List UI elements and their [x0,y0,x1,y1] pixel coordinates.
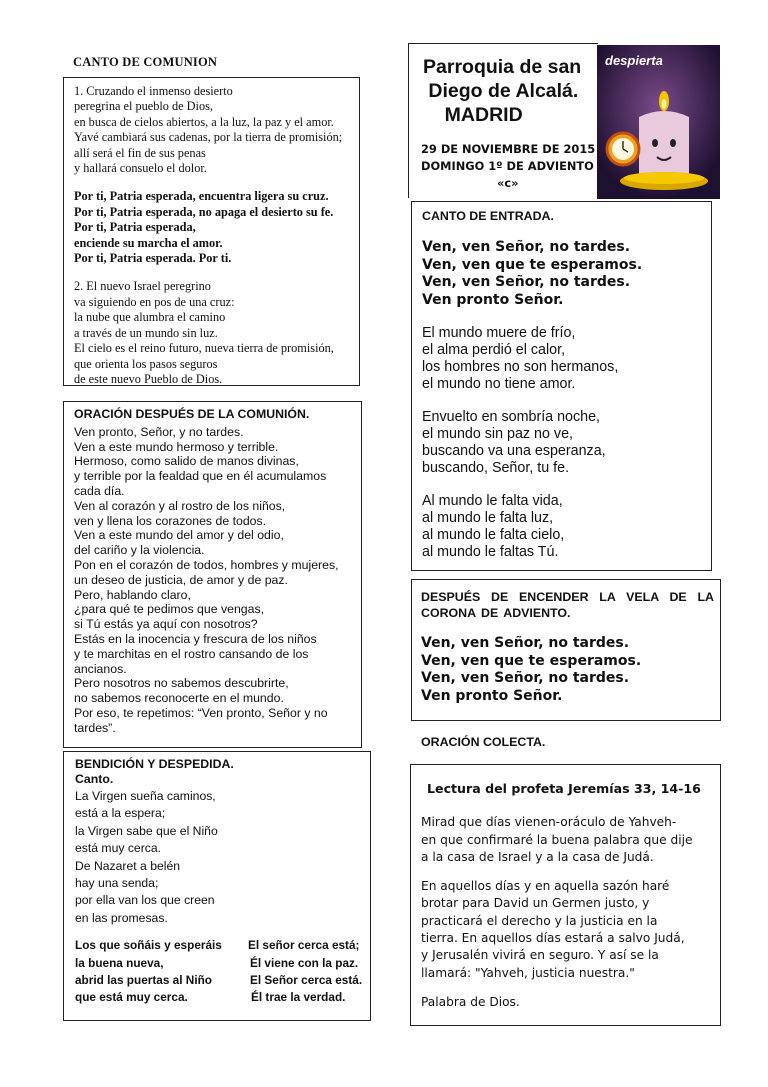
text-line: Por ti, Patria esperada. Por ti. [74,251,232,266]
parish-title-line: MADRID [423,104,523,126]
lectura-title: Lectura del profeta Jeremías 33, 14-16 [427,781,701,796]
text-line: Ven, ven que te esperamos. [421,652,642,669]
text-line: Ven, ven Señor, no tardes. [422,274,631,290]
bendicion-chorus-left [75,937,222,1007]
text-line: que está muy cerca. [75,990,188,1005]
text-line: la nube que alumbra el camino [74,310,226,325]
text-line: y Jerusalén vivirá en seguro. Y así se la [421,948,659,963]
text-line: Ven a este mundo hermoso y terrible. [74,439,279,454]
vela-chorus [421,635,714,705]
candle-eye-left [652,139,658,147]
text-line: buscando, Señor, tu fe. [422,460,570,476]
colecta-title: ORACIÓN COLECTA. [421,735,546,749]
text-line: al mundo le faltas Tú. [422,544,559,560]
text-line: y terrible por la fealdad que en él acumulamos [74,469,327,484]
candle-body [639,111,689,180]
text-line: al mundo le falta cielo, [422,527,565,543]
text-line: Él trae la verdad. [251,990,346,1005]
vela-box [411,579,721,721]
text-line: buscando va una esperanza, [422,443,606,459]
text-line: a la casa de Israel y a la casa de Judá. [421,849,654,864]
text-line: Envuelto en sombría noche, [422,409,601,425]
text-line: Hermoso, como salido de manos divinas, [74,454,299,469]
cycle-text: «c» [497,176,519,190]
text-line: Al mundo le falta vida, [422,493,563,509]
entrada-box [411,201,712,571]
entrada-stanza-1 [422,325,642,393]
lectura-box [410,764,721,1026]
entrada-stanza-3 [422,493,642,561]
text-line: el mundo no tiene amor. [422,376,576,392]
text-line: peregrina el pueblo de Dios, [74,99,213,114]
bendicion-verse [75,788,234,927]
text-line: En aquellos días y en aquella sazón haré [421,879,670,894]
lectura-paragraph-2 [421,878,701,982]
text-line: Ven pronto Señor. [422,291,564,308]
text-line: de este nuevo Pueblo de Dios. [74,371,223,386]
text-line: cada día. [74,483,125,498]
text-line: no sabemos reconocerte en el mundo. [74,691,284,706]
text-line: y te marchitas en el rostro cansando de los [74,646,309,661]
text-line: y hallará consuelo el dolor. [74,161,207,176]
text-line: Estás en la inocencia y frescura de los niños [74,631,317,646]
text-line: Mirad que días vienen-oráculo de Yahveh- [421,815,677,830]
text-line: brotar para David un Germen justo, y [421,896,650,911]
text-line: Por ti, Patria esperada, no apaga el desierto su fe. [74,204,334,219]
text-line: Él viene con la paz. [250,955,359,970]
entrada-title: CANTO DE ENTRADA. [422,209,554,223]
comunion-title: CANTO DE COMUNION [73,55,218,69]
text-line: la Virgen sabe que el Niño [75,823,218,838]
text-line: en que confirmaré la buena palabra que dije [421,832,693,847]
text-line: al mundo le falta luz, [422,510,554,526]
text-line: del cariño y la violencia. [74,543,205,558]
text-line: Por ti, Patria esperada, encuentra ligera su cruz. [74,189,329,204]
text-line: Ven pronto, Señor, y no tardes. [74,424,244,439]
candle-holder-top [624,172,704,184]
text-line: está a la espera; [75,806,166,821]
text-line: un deseo de justicia, de amor y de paz. [74,572,288,587]
text-line: Ven, ven que te esperamos. [422,256,643,273]
text-line: Ven, ven Señor, no tardes. [421,670,630,686]
comunion-verse-1 [74,84,342,176]
text-line: Pero nosotros no sabemos descubrirte, [74,676,289,691]
text-line: Yavé cambiará sus cadenas, por la tierra de promisión; [74,130,343,145]
text-line: en las promesas. [75,910,168,925]
text-line: Los que soñáis y esperáis [75,938,222,953]
text-line: ancianos. [74,661,127,676]
text-line: Por eso, te repetimos: “Ven pronto, Señor y no [74,705,328,720]
text-line: abrid las puertas al Niño [75,973,213,988]
text-line: ¿para qué te pedimos que vengas, [74,602,265,617]
text-line: la buena nueva, [75,955,164,970]
text-line: tardes”. [74,720,116,735]
entrada-chorus [422,239,642,309]
bendicion-title: BENDICIÓN Y DESPEDIDA. [75,757,234,771]
entrada-stanza-2 [422,409,642,477]
candle-illustration [597,45,720,199]
text-line: El cielo es el reino futuro, nueva tierra de promisión, [74,341,334,356]
bendicion-box [63,751,371,1021]
text-line: 2. El nuevo Israel peregrino [74,279,211,294]
text-line: Ven a este mundo del amor y del odio, [74,528,284,543]
date-text: 29 DE NOVIEMBRE DE 2015 [421,142,596,156]
parish-title-line: Parroquia de san [423,56,582,78]
oracion-title: ORACIÓN DESPUÉS DE LA COMUNIÓN. [74,407,310,421]
text-line: De Nazaret a belén [75,858,181,873]
text-line: tierra. En aquellos días estará a salvo Judá, [421,931,685,946]
parish-title [423,55,581,127]
text-line: el mundo sin paz no ve, [422,426,574,442]
text-line: El señor cerca está; [248,938,360,953]
text-line: ven y llena los corazones de todos. [74,513,267,528]
text-line: Ven, ven Señor, no tardes. [421,635,630,651]
text-line: por ella van los que creen [75,893,215,908]
bendicion-subtitle: Canto. [75,772,114,786]
comunion-verse-2 [74,279,342,387]
text-line: los hombres no son hermanos, [422,359,619,375]
comunion-chorus [74,189,342,266]
text-line: si Tú estás ya aquí con nosotros? [74,617,258,632]
text-line: Pero, hablando claro, [74,587,191,602]
text-line: allí será el fin de sus penas [74,145,206,160]
text-line: está muy cerca. [75,841,162,856]
bendicion-chorus [75,937,363,1007]
text-line: La Virgen sueña caminos, [75,789,216,803]
vela-title: DESPUÉS DE ENCENDER LA VELA DE LA CORONA DE ADVIENTO. [421,590,714,620]
parish-title-line: Diego de Alcalá. [423,80,579,102]
bendicion-chorus-right [248,937,362,1007]
comunion-box [63,77,360,386]
text-line: en busca de cielos abiertos, a la luz, la paz y el amor. [74,114,334,129]
text-line: Por ti, Patria esperada, [74,220,196,235]
liturgical-date [421,141,595,192]
text-line: va siguiendo en pos de una cruz: [74,294,235,309]
text-line: Ven al corazón y al rostro de los niños, [74,498,286,513]
sunday-text: DOMINGO 1º DE ADVIENTO [421,159,594,173]
despierta-word: despierta [605,53,663,68]
text-line: Pon en el corazón de todos, hombres y mujeres, [74,557,339,572]
candle-eye-right [670,139,676,147]
text-line: Ven, ven Señor, no tardes. [422,239,631,255]
text-line: que orienta los pasos seguros [74,356,218,371]
advent-candle-image [597,45,720,199]
text-line: 1. Cruzando el inmenso desierto [74,84,233,98]
text-line: Ven pronto Señor. [421,687,563,704]
oracion-box [63,401,362,748]
text-line: el alma perdió el calor, [422,342,566,358]
lectura-closing: Palabra de Dios. [421,994,520,1009]
text-line: El mundo muere de frío, [422,325,576,341]
text-line: El Señor cerca está. [250,973,363,988]
text-line: practicará el derecho y la justicia en la [421,913,658,928]
text-line: llamará: "Yahveh, justicia nuestra." [421,965,635,980]
lectura-paragraph-1 [421,814,701,866]
flame-core [662,99,667,109]
text-line: a través de un mundo sin luz. [74,325,218,340]
text-line: enciende su marcha el amor. [74,235,223,250]
text-line: hay una senda; [75,876,159,891]
